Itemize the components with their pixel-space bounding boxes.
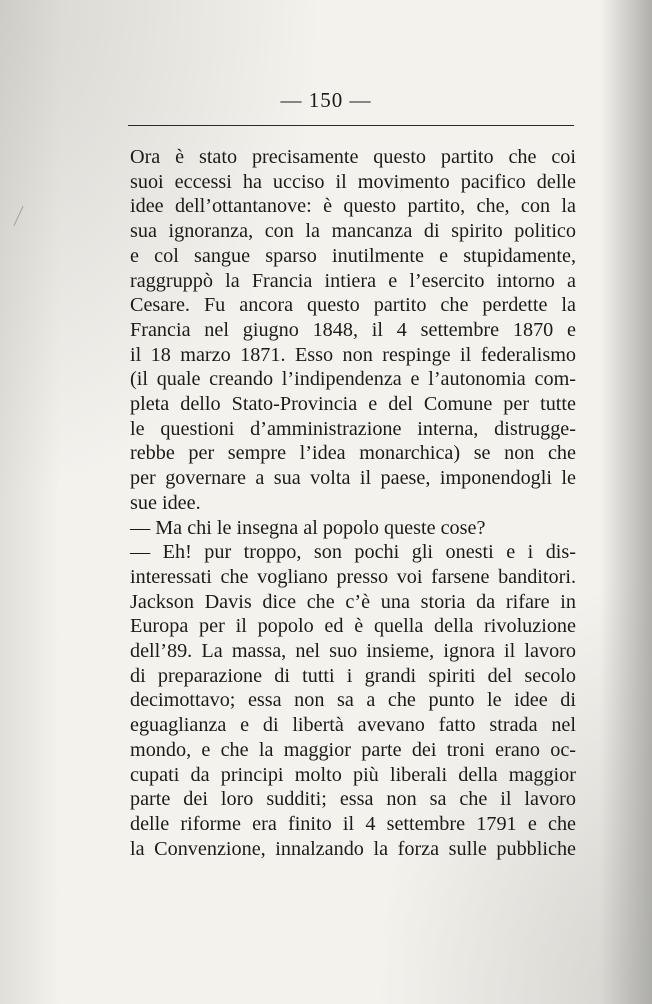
text-line: parte dei loro sudditi; essa non sa che il lavoro [130,788,576,811]
text-line: la Convenzione, innalzando la forza sulle pubbliche [130,837,576,860]
text-line: interessati che vogliano presso voi farsene banditori. [130,565,576,588]
text-line: Europa per il popolo ed è quella della rivoluzione [130,615,576,638]
text-line: suoi eccessi ha ucciso il movimento pacifico delle [130,170,576,193]
text-line: decimottavo; essa non sa a che punto le idee di [130,689,576,712]
text-line: rebbe per sempre l’idea monarchica) se non che [130,442,576,465]
text-line: e col sangue sparso inutilmente e stupidamente, [130,244,576,267]
text-line: mondo, e che la maggior parte dei troni erano oc- [130,738,576,761]
text-line: Cesare. Fu ancora questo partito che perdette la [130,294,576,317]
text-line: Jackson Davis dice che c’è una storia da rifare in [130,590,576,613]
page-number: — 150 — [280,88,372,112]
text-line: sue idee. [130,491,201,514]
dialogue-line: — Eh! pur troppo, son pochi gli onesti e i dis- [130,541,576,564]
text-line: Francia nel giugno 1848, il 4 settembre 1870 e [130,318,576,341]
text-line: sua ignoranza, con la mancanza di spirito politico [130,220,576,243]
text-line: eguaglianza e di libertà avevano fatto strada nel [130,714,576,737]
dialogue-line: — Ma chi le insegna al popolo queste cose? [130,516,486,539]
header-rule [128,125,574,126]
text-line: dell’89. La massa, nel suo insieme, ignora il lavoro [130,640,576,663]
text-line: per governare a sua volta il paese, imponendogli le [130,467,576,490]
text-line: il 18 marzo 1871. Esso non respinge il federalismo [130,343,576,366]
text-line: delle riforme era finito il 4 settembre 1791 e che [130,812,576,835]
text-line: di preparazione di tutti i grandi spiriti del secolo [130,664,576,687]
text-line: pleta dello Stato-Provincia e del Comune per tutte [130,393,576,416]
margin-mark [13,206,23,226]
text-line: raggruppò la Francia intiera e l’esercito intorno a [130,269,576,292]
text-line: le questioni d’amministrazione interna, distrugge- [130,417,576,440]
text-line: (il quale creando l’indipendenza e l’autonomia com- [130,368,576,391]
text-line: Ora è stato precisamente questo partito che coi [130,146,576,168]
body-text [130,145,576,861]
text-line: cupati da principi molto più liberali della maggior [130,763,576,786]
text-line: idee dell’ottantanove: è questo partito, che, con la [130,195,576,218]
